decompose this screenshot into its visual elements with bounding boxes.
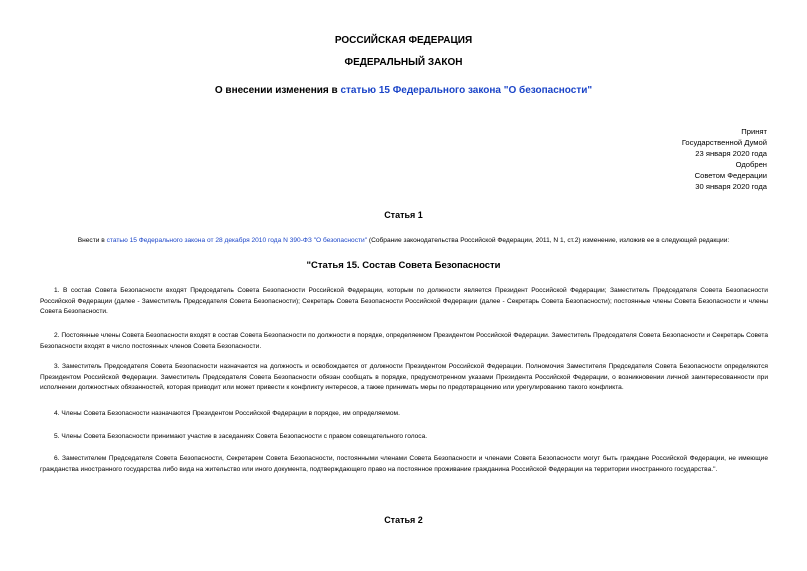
paragraph-2: 2. Постоянные члены Совета Безопасности входят в состав Совета Безопасности по должности в порядке, определяемом Президентом Российской Федерации. Заместитель Председателя Совета Безопасности и Секретарь Совета Безопасности входят в число постоянных членов Совета Безопасности. — [40, 332, 768, 350]
article-1-heading: Статья 1 — [384, 210, 423, 220]
intro-law-link[interactable]: статью 15 Федерального закона от 28 декабря 2010 года N 390-ФЗ "О безопасности" — [106, 237, 368, 244]
paragraph-5: 5. Члены Совета Безопасности принимают участие в заседаниях Совета Безопасности с правом совещательного голоса. — [54, 433, 428, 440]
intro-text: Внести в — [77, 237, 107, 244]
article-2-heading: Статья 2 — [384, 515, 423, 525]
adoption-line: 23 января 2020 года — [695, 149, 767, 158]
law-title — [0, 85, 807, 96]
adoption-line: Принят — [741, 127, 767, 136]
paragraph-4: 4. Члены Совета Безопасности назначаются Президентом Российской Федерации в порядке, им определяемом. — [54, 410, 400, 417]
law-type-heading: ФЕДЕРАЛЬНЫЙ ЗАКОН — [344, 57, 463, 68]
paragraph-6: 6. Заместителем Председателя Совета Безопасности, Секретарем Совета Безопасности, постоянными членами Совета Безопасности и членами Совета Безопасности могут быть граждане Российской Федерации, не имеющие гражданства иностранного государства либо вида на жительство или иного документа, подтверждающего право на постоянное проживание гражданина Российской Федерации на территории иностранного государства.". — [40, 455, 768, 473]
intro-text-suffix: (Собрание законодательства Российской Федерации, 2011, N 1, ст.2) изменение, изложив ее в следующей редакции: — [367, 237, 730, 244]
country-heading: РОССИЙСКАЯ ФЕДЕРАЦИЯ — [334, 35, 473, 46]
adoption-line: Государственной Думой — [681, 138, 767, 147]
adoption-line: 30 января 2020 года — [695, 182, 767, 191]
law-title-text: О внесении изменения в — [214, 85, 341, 96]
paragraph-3: 3. Заместитель Председателя Совета Безопасности назначается на должность и освобождается от должности Президентом Российской Федерации. Полномочия Заместителя Председателя Совета Безопасности определяются Президентом Российской Федерации. Заместитель Председателя Совета Безопасности обязан сообщать в порядке, предусмотренном указами Президента Российской Федерации, о возникновении личной заинтересованности при исполнении должностных обязанностей, которая приводит или может привести к конфликту интересов, а также принимать меры по предотвращению или урегулированию такого конфликта. — [40, 363, 768, 391]
adoption-block — [682, 126, 767, 192]
paragraph-1: 1. В состав Совета Безопасности входят Председатель Совета Безопасности Российской Федерации, которым по должности является Президент Российской Федерации; Заместитель Председателя Совета Безопасности Российской Федерации (далее - Заместитель Председателя Совета Безопасности); Секретарь Совета Безопасности Российской Федерации (далее - Секретарь Совета Безопасности); постоянные члены Совета Безопасности и члены Совета Безопасности. — [40, 287, 768, 315]
adoption-line: Одобрен — [735, 160, 767, 169]
adoption-line: Советом Федерации — [694, 171, 767, 180]
law-title-link[interactable]: статью 15 Федерального закона "О безопасности" — [340, 85, 593, 96]
article-1-intro — [40, 237, 767, 244]
article-15-heading: "Статья 15. Состав Совета Безопасности — [306, 260, 501, 271]
